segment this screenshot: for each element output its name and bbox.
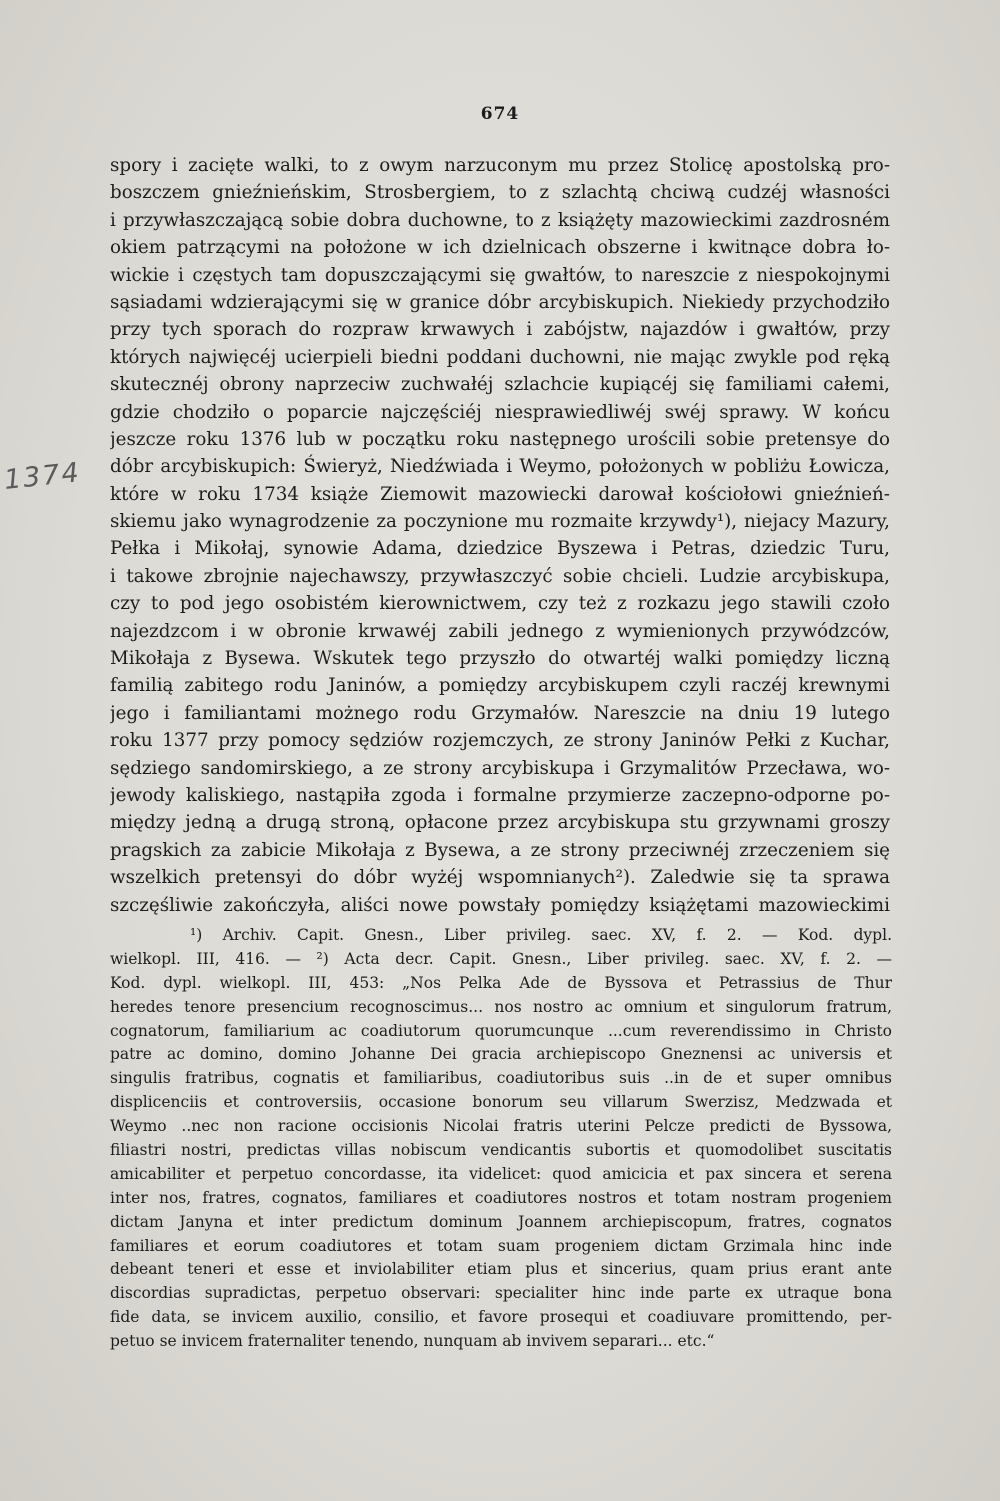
text-line: wszelkich pretensyi do dóbr wyżéj wspomnianych²). Zaledwie się ta sprawa bbox=[110, 867, 890, 889]
footnote-line: heredes tenore presencium recognoscimus... nos nostro ac omnium et singulorum fratrum, bbox=[110, 997, 892, 1016]
footnote-line: ¹) Archiv. Capit. Gnesn., Liber privileg. saec. XV, f. 2. — Kod. dypl. bbox=[190, 926, 892, 944]
footnote-line: filiastri nostri, predictas villas nobiscum vendicantis subortis et quomodolibet suscitatis bbox=[110, 1141, 892, 1160]
text-line: familią zabitego rodu Janinów, a pomiędzy arcybiskupem czyli raczéj krewnymi bbox=[110, 675, 890, 697]
footnote-line: petuo se invicem fraternaliter tenendo, nunquam ab invivem separari... etc.“ bbox=[110, 1332, 715, 1351]
footnote-line: cognatorum, familiarium ac coadiutorum quorumcunque ...cum reverendissimo in Christo bbox=[110, 1021, 892, 1040]
footnote-line: dictam Janyna et inter predictum dominum Joannem archiepiscopum, fratres, cognatos bbox=[110, 1212, 892, 1231]
text-line: roku 1377 przy pomocy sędziów rozjemczych, ze strony Janinów Pełki z Kuchar, bbox=[110, 730, 890, 752]
text-line: sędziego sandomirskiego, a ze strony arcybiskupa i Grzymalitów Przecława, wo- bbox=[110, 757, 890, 779]
text-line: Pełka i Mikołaj, synowie Adama, dziedzice Byszewa i Petras, dziedzic Turu, bbox=[110, 538, 890, 560]
footnote-line: fide data, se invicem auxilio, consilio, et favore prosequi et coadiuvare promittendo, per- bbox=[110, 1308, 892, 1327]
text-line: spory i zacięte walki, to z owym narzuconym mu przez Stolicę apostolską pro- bbox=[110, 155, 890, 176]
text-line: i takowe zbrojnie najechawszy, przywłaszczyć sobie chcieli. Ludzie arcybiskupa, bbox=[110, 565, 890, 587]
text-line: skiemu jako wynagrodzenie za poczynione mu rozmaite krzywdy¹), niejacy Mazury, bbox=[110, 511, 890, 533]
text-line: Mikołaja z Bysewa. Wskutek tego przyszło do otwartéj walki pomiędzy liczną bbox=[110, 648, 890, 670]
text-line: boszczem gnieźnieńskim, Strosbergiem, to z szlachtą chciwą cudzéj własności bbox=[110, 182, 890, 204]
footnote-line: displicenciis et controversiis, occasione bonorum seu villarum Swerzisz, Medzwada et bbox=[110, 1093, 892, 1112]
text-line: przy tych sporach do rozpraw krwawych i zabójstw, najazdów i gwałtów, przy bbox=[110, 319, 890, 341]
main-text-block bbox=[110, 152, 890, 919]
text-line: szczęśliwie zakończyła, aliści nowe powstały pomiędzy książętami mazowieckimi bbox=[110, 894, 890, 916]
footnote-line: wielkopl. III, 416. — ²) Acta decr. Capit. Gnesn., Liber privileg. saec. XV, f. 2. — bbox=[110, 949, 892, 968]
text-line: dóbr arcybiskupich: Świeryż, Niedźwiada i Weymo, położonych w pobliżu Łowicza, bbox=[110, 456, 890, 478]
text-line: jego i familiantami możnego rodu Grzymałów. Nareszcie na dniu 19 lutego bbox=[110, 702, 890, 724]
footnote-line: discordias supradictas, perpetuo observari: specialiter hinc inde parte ex utraque bona bbox=[110, 1284, 892, 1303]
footnote-line: debeant teneri et esse et inviolabiliter etiam plus et sincerius, quam prius erant ante bbox=[110, 1260, 892, 1279]
footnotes-block bbox=[110, 924, 892, 1354]
footnote-line: Kod. dypl. wielkopl. III, 453: „Nos Pelka Ade de Byssova et Petrassius de Thur bbox=[110, 973, 892, 992]
footnote-line: singulis fratribus, cognatis et familiaribus, coadiutoribus suis ..in de et super omnibus bbox=[110, 1069, 892, 1088]
text-line: których najwięcéj ucierpieli biedni poddani duchowni, nie mając zwykle pod ręką bbox=[110, 346, 890, 368]
footnote-line: familiares et eorum coadiutores et totam suam progeniem dictam Grzimala hinc inde bbox=[110, 1236, 892, 1255]
text-line: jewody kaliskiego, nastąpiła zgoda i formalne przymierze zaczepno-odporne po- bbox=[110, 784, 890, 806]
footnote-line: Weymo ..nec non racione occisionis Nicolai fratris uterini Pelcze predicti de Byssowa, bbox=[110, 1117, 892, 1136]
footnote-line: patre ac domino, domino Johanne Dei gracia archiepiscopo Gneznensi ac universis et bbox=[110, 1045, 892, 1064]
text-line: między jedną a drugą stroną, opłacone przez arcybiskupa stu grzywnami groszy bbox=[110, 812, 890, 834]
text-line: czy to pod jego osobistém kierownictwem, czy też z rozkazu jego stawili czoło bbox=[110, 593, 890, 615]
text-line: i przywłaszczającą sobie dobra duchowne, to z książęty mazowieckimi zazdrosném bbox=[110, 209, 890, 231]
text-line: okiem patrzącymi na położone w ich dzielnicach obszerne i kwitnące dobra ło- bbox=[110, 237, 890, 259]
text-line: które w roku 1734 książe Ziemowit mazowiecki darował kościołowi gnieźnień- bbox=[110, 483, 890, 505]
handwritten-margin-note: 1374 bbox=[2, 457, 83, 496]
text-line: pragskich za zabicie Mikołaja z Bysewa, a ze strony przeciwnéj zrzeczeniem się bbox=[110, 839, 890, 861]
footnote-line: amicabiliter et perpetuo concordasse, ita videlicet: quod amicicia et pax sincera et serena bbox=[110, 1164, 892, 1183]
text-line: skutecznéj obrony naprzeciw zuchwałéj szlachcie kupiącéj się familiami całemi, bbox=[110, 374, 890, 396]
text-line: gdzie chodziło o poparcie najczęściéj niesprawiedliwéj swéj sprawy. W końcu bbox=[110, 401, 890, 423]
text-line: sąsiadami wdzierającymi się w granice dóbr arcybiskupich. Niekiedy przychodziło bbox=[110, 291, 890, 313]
text-line: wickie i częstych tam dopuszczającymi się gwałtów, to nareszcie z niespokojnymi bbox=[110, 264, 890, 286]
text-line: jeszcze roku 1376 lub w początku roku następnego urościli sobie pretensye do bbox=[110, 428, 890, 450]
footnote-line: inter nos, fratres, cognatos, familiares et coadiutores nostros et totam nostram progeniem bbox=[110, 1188, 892, 1207]
text-line: najezdzcom i w obronie krwawéj zabili jednego z wymienionych przywódzców, bbox=[110, 620, 890, 642]
page-number: 674 bbox=[480, 104, 520, 124]
